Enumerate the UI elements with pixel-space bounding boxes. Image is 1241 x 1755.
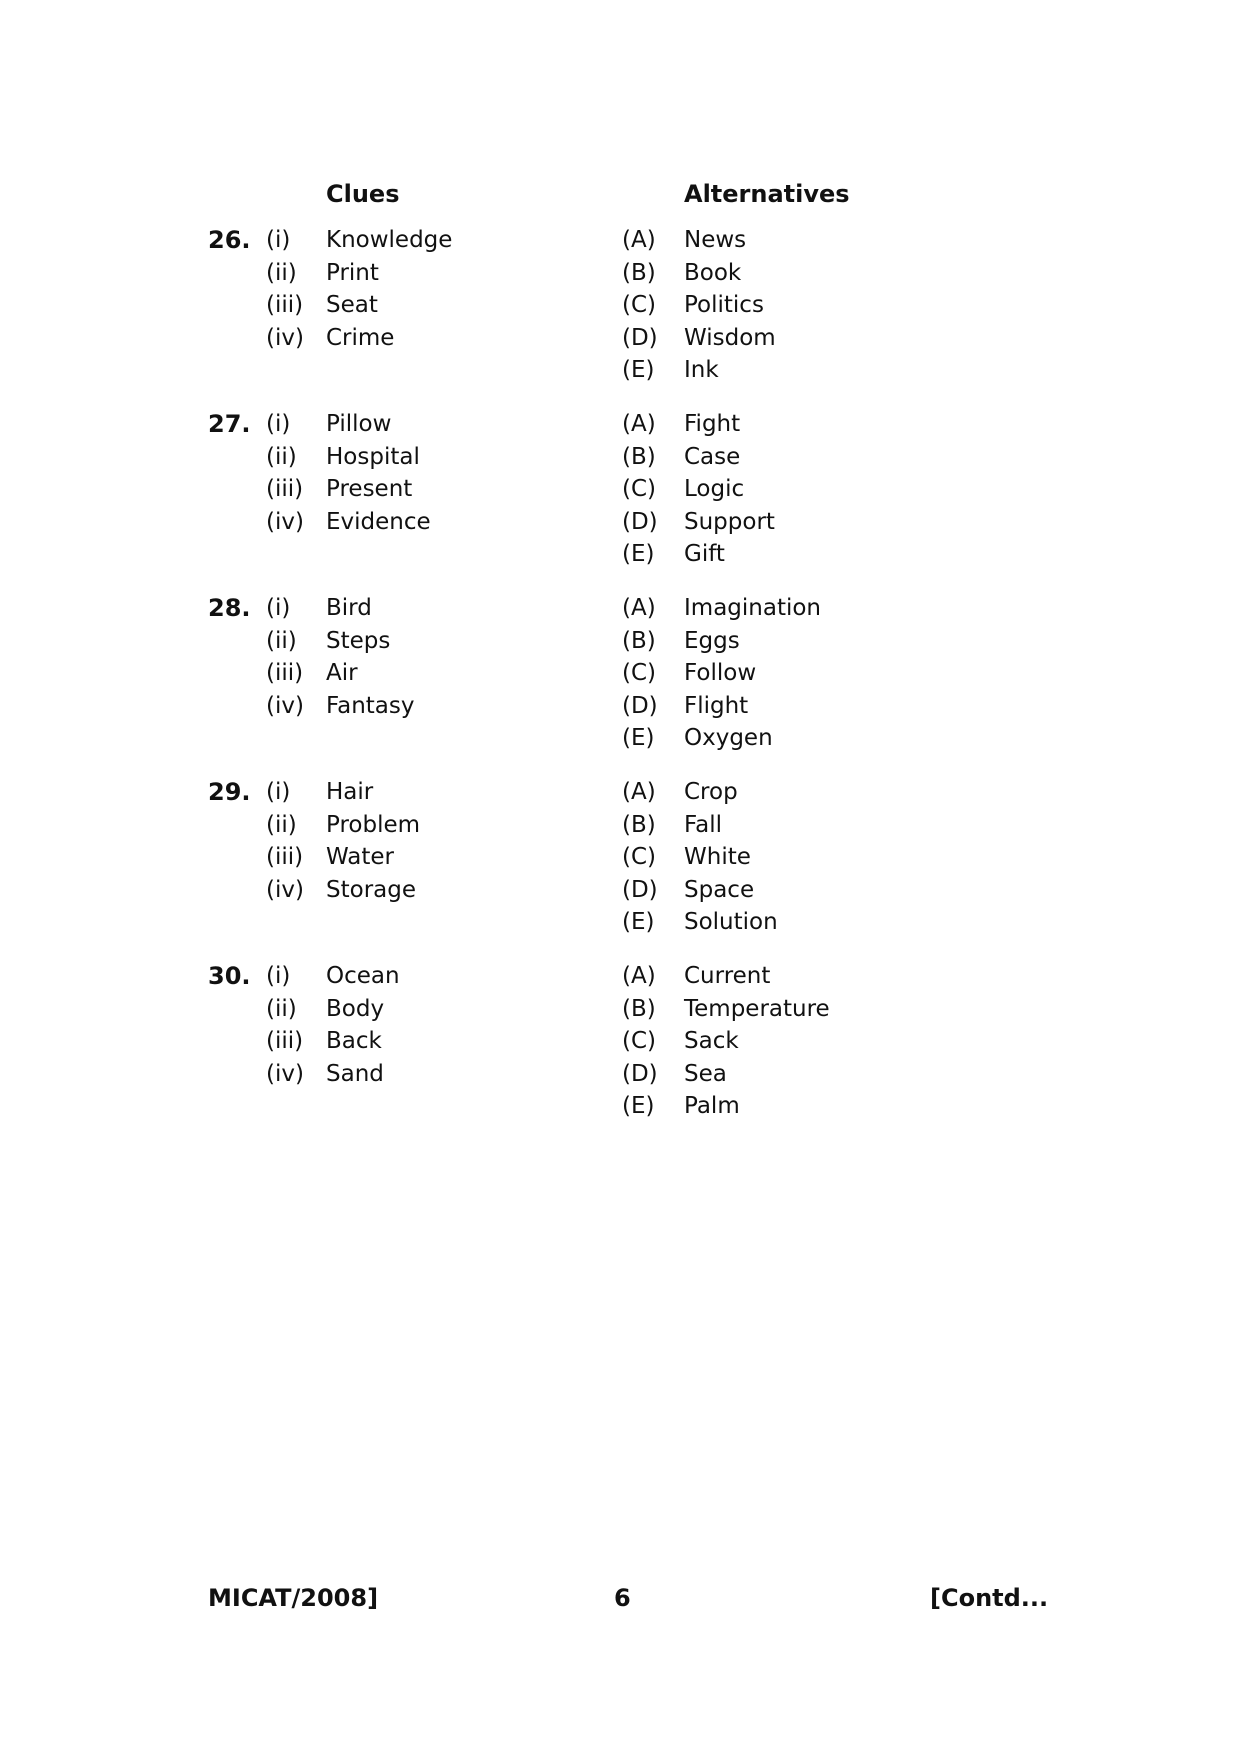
alternative-marker: (D)	[622, 876, 658, 903]
alternative-word: Fight	[684, 411, 741, 437]
clue-word: Steps	[326, 627, 391, 654]
alternative-word: Current	[684, 963, 771, 989]
alternative-word: Eggs	[684, 627, 740, 654]
clue-marker: (ii)	[266, 995, 297, 1022]
clue-word: Knowledge	[326, 227, 453, 253]
alternative-marker: (B)	[622, 627, 656, 654]
alternative-word: Gift	[684, 541, 725, 567]
clue-word: Evidence	[326, 508, 431, 535]
alternative-marker: (A)	[622, 779, 656, 805]
alternative-marker: (D)	[622, 692, 658, 719]
alternative-word: Palm	[684, 1093, 740, 1119]
alternative-marker: (D)	[622, 324, 658, 351]
alternative-marker: (E)	[622, 357, 655, 383]
alternative-marker: (C)	[622, 844, 657, 870]
question-number: 27.	[208, 410, 251, 438]
clue-word: Hair	[326, 779, 374, 805]
clue-word: Storage	[326, 876, 416, 903]
alternative-marker: (A)	[622, 595, 656, 621]
clue-word: Water	[326, 844, 394, 870]
alternative-word: Solution	[684, 909, 778, 935]
clue-marker: (iii)	[266, 292, 304, 318]
alternative-word: Support	[684, 508, 775, 535]
clue-word: Seat	[326, 292, 378, 318]
continued-label: [Contd...	[930, 1584, 1049, 1612]
clue-word: Problem	[326, 811, 421, 838]
alternative-word: Flight	[684, 692, 749, 719]
clue-word: Air	[326, 660, 358, 686]
alternative-word: Ink	[684, 357, 719, 383]
alternative-word: Case	[684, 443, 741, 470]
clue-marker: (i)	[266, 963, 291, 989]
clue-word: Back	[326, 1028, 382, 1054]
alternative-marker: (C)	[622, 660, 657, 686]
alternative-marker: (B)	[622, 811, 656, 838]
clue-word: Present	[326, 476, 413, 502]
clue-word: Bird	[326, 595, 372, 621]
alternative-word: Oxygen	[684, 725, 773, 751]
clue-word: Crime	[326, 324, 395, 351]
alternative-marker: (D)	[622, 1060, 658, 1087]
clue-marker: (iii)	[266, 844, 304, 870]
clue-marker: (iv)	[266, 324, 304, 351]
clue-word: Print	[326, 259, 379, 286]
clue-marker: (iii)	[266, 660, 304, 686]
clue-marker: (iv)	[266, 508, 304, 535]
alternative-marker: (A)	[622, 411, 656, 437]
question-number: 30.	[208, 962, 251, 990]
alternative-word: News	[684, 227, 747, 253]
alternative-marker: (D)	[622, 508, 658, 535]
clue-marker: (i)	[266, 227, 291, 253]
alternative-marker: (B)	[622, 443, 656, 470]
alternative-marker: (A)	[622, 227, 656, 253]
alternative-word: Sea	[684, 1060, 727, 1087]
clue-marker: (ii)	[266, 259, 297, 286]
clue-marker: (i)	[266, 595, 291, 621]
clue-word: Pillow	[326, 411, 392, 437]
alternative-word: Fall	[684, 811, 722, 838]
clue-word: Fantasy	[326, 692, 415, 719]
alternative-marker: (C)	[622, 1028, 657, 1054]
alternative-marker: (B)	[622, 259, 656, 286]
exam-code: MICAT/2008]	[208, 1584, 379, 1612]
alternative-marker: (B)	[622, 995, 656, 1022]
alternative-word: Logic	[684, 476, 745, 502]
alternative-word: Crop	[684, 779, 738, 805]
alternative-marker: (E)	[622, 909, 655, 935]
question-number: 29.	[208, 778, 251, 806]
alternatives-heading: Alternatives	[684, 180, 850, 208]
alternative-word: White	[684, 844, 751, 870]
alternative-marker: (C)	[622, 476, 657, 502]
alternative-marker: (E)	[622, 541, 655, 567]
alternative-word: Sack	[684, 1028, 739, 1054]
alternative-word: Space	[684, 876, 755, 903]
alternative-marker: (E)	[622, 725, 655, 751]
page-number: 6	[614, 1584, 631, 1612]
alternative-marker: (A)	[622, 963, 656, 989]
clue-marker: (iv)	[266, 1060, 304, 1087]
clue-marker: (i)	[266, 779, 291, 805]
clue-word: Ocean	[326, 963, 400, 989]
question-number: 28.	[208, 594, 251, 622]
clue-marker: (ii)	[266, 811, 297, 838]
alternative-word: Politics	[684, 292, 764, 318]
alternative-word: Book	[684, 259, 742, 286]
clue-word: Sand	[326, 1060, 384, 1087]
alternative-word: Follow	[684, 660, 757, 686]
clues-heading: Clues	[326, 180, 400, 208]
clue-marker: (ii)	[266, 627, 297, 654]
clue-word: Hospital	[326, 443, 420, 470]
alternative-word: Wisdom	[684, 324, 776, 351]
alternative-word: Imagination	[684, 595, 822, 621]
clue-marker: (iii)	[266, 476, 304, 502]
clue-marker: (iv)	[266, 692, 304, 719]
alternative-marker: (C)	[622, 292, 657, 318]
alternative-word: Temperature	[684, 995, 830, 1022]
clue-marker: (iii)	[266, 1028, 304, 1054]
clue-marker: (ii)	[266, 443, 297, 470]
question-number: 26.	[208, 226, 251, 254]
alternative-marker: (E)	[622, 1093, 655, 1119]
clue-word: Body	[326, 995, 385, 1022]
clue-marker: (i)	[266, 411, 291, 437]
clue-marker: (iv)	[266, 876, 304, 903]
